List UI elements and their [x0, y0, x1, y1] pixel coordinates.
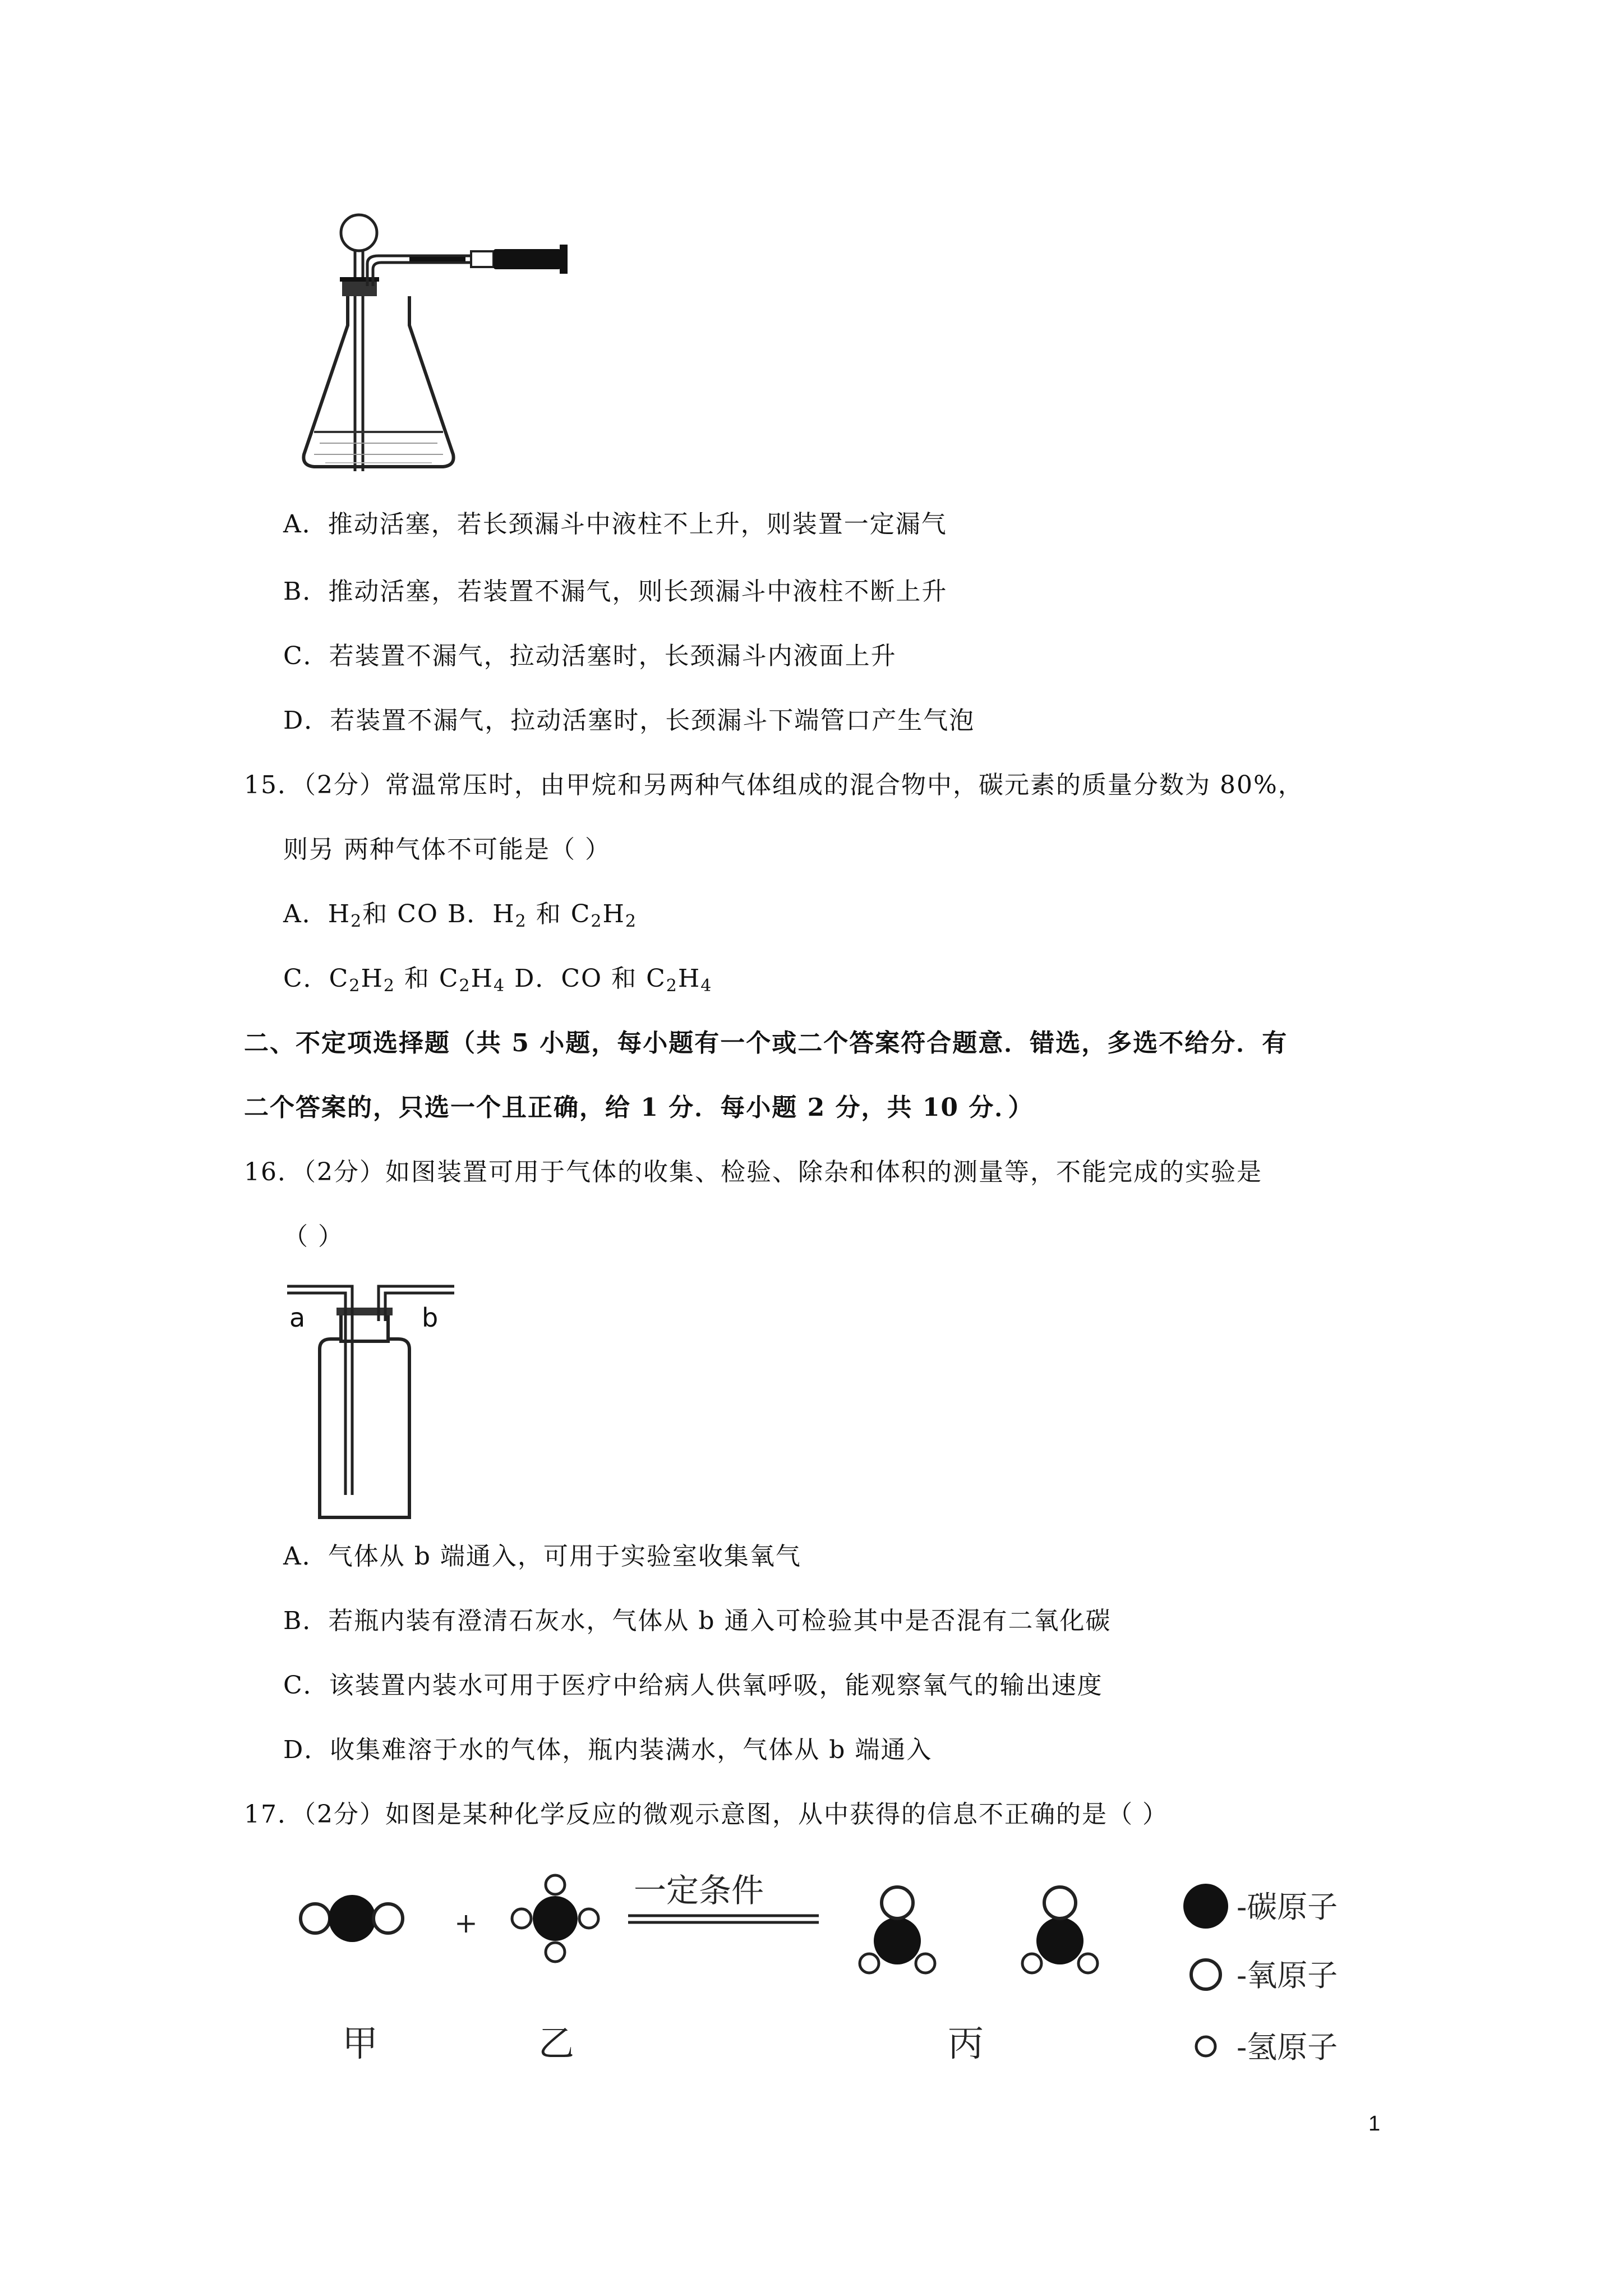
flask-apparatus-figure — [292, 208, 583, 488]
q16-option-b: B．若瓶内装有澄清石灰水，气体从 b 通入可检验其中是否混有二氧化碳 — [283, 1607, 1112, 1635]
q15-stem-line2: 则另 两种气体不可能是（ ） — [283, 835, 611, 864]
q16-stem-line2: （ ） — [283, 1222, 344, 1251]
q15-options-ab: A．$H_2$和 CO B．$H_2$ 和 $C_2H_2$ — [283, 900, 637, 931]
molecule-bing-2 — [1022, 1887, 1098, 1973]
reaction-diagram-figure — [292, 1868, 1391, 2092]
section2-heading-line2: 二个答案的，只选一个且正确，给 1 分．每小题 2 分，共 10 分．） — [244, 1093, 1034, 1122]
page-number: 1 — [1368, 2112, 1381, 2136]
q16-option-a: A．气体从 b 端通入，可用于实验室收集氧气 — [283, 1542, 801, 1571]
molecule-bing-1 — [860, 1887, 935, 1973]
label-jia: 甲 — [342, 2023, 378, 2065]
molecule-yi — [512, 1875, 598, 1962]
label-bing: 丙 — [948, 2023, 984, 2065]
q16-stem-line1: 16．（2分）如图装置可用于气体的收集、检验、除杂和体积的测量等，不能完成的实验是 — [244, 1158, 1262, 1186]
legend-oxygen-label: -氧原子 — [1237, 1958, 1338, 1993]
tube-label-a: a — [289, 1303, 306, 1333]
q16-option-c: C．该装置内装水可用于医疗中给病人供氧呼吸，能观察氧气的输出速度 — [283, 1671, 1103, 1700]
legend-carbon-label: -碳原子 — [1237, 1889, 1338, 1925]
tube-label-b: b — [422, 1303, 439, 1333]
q14-option-d: D．若装置不漏气，拉动活塞时，长颈漏斗下端管口产生气泡 — [283, 706, 975, 735]
q17-stem: 17．（2分）如图是某种化学反应的微观示意图，从中获得的信息不正确的是（ ） — [244, 1800, 1168, 1829]
reaction-condition: 一定条件 — [634, 1871, 764, 1910]
legend-oxygen-icon — [1191, 1960, 1220, 1989]
q15-options-cd: C．$C_2H_2$ 和 $C_2H_4$ D．CO 和 $C_2H_4$ — [283, 964, 713, 996]
legend-hydrogen-icon — [1196, 2037, 1215, 2056]
q14-option-b: B．推动活塞，若装置不漏气，则长颈漏斗中液柱不断上升 — [283, 577, 948, 606]
legend-hydrogen-label: -氢原子 — [1237, 2030, 1338, 2065]
plus-sign: + — [454, 1907, 478, 1939]
q15-stem-line1: 15．（2分）常温常压时，由甲烷和另两种气体组成的混合物中，碳元素的质量分数为 80%， — [244, 771, 1304, 799]
q14-option-c: C．若装置不漏气，拉动活塞时，长颈漏斗内液面上升 — [283, 642, 897, 670]
legend-carbon-icon — [1183, 1884, 1228, 1929]
q14-option-a: A．推动活塞，若长颈漏斗中液柱不上升，则装置一定漏气 — [283, 510, 947, 539]
molecule-jia — [301, 1895, 403, 1942]
label-yi: 乙 — [538, 2023, 574, 2065]
legend — [1183, 1884, 1338, 2065]
q16-option-d: D．收集难溶于水的气体，瓶内装满水，气体从 b 端通入 — [283, 1736, 933, 1764]
section2-heading-line1: 二、不定项选择题（共 5 小题，每小题有一个或二个答案符合题意．错选，多选不给分．有 — [244, 1029, 1288, 1057]
gas-bottle-figure — [286, 1276, 465, 1523]
